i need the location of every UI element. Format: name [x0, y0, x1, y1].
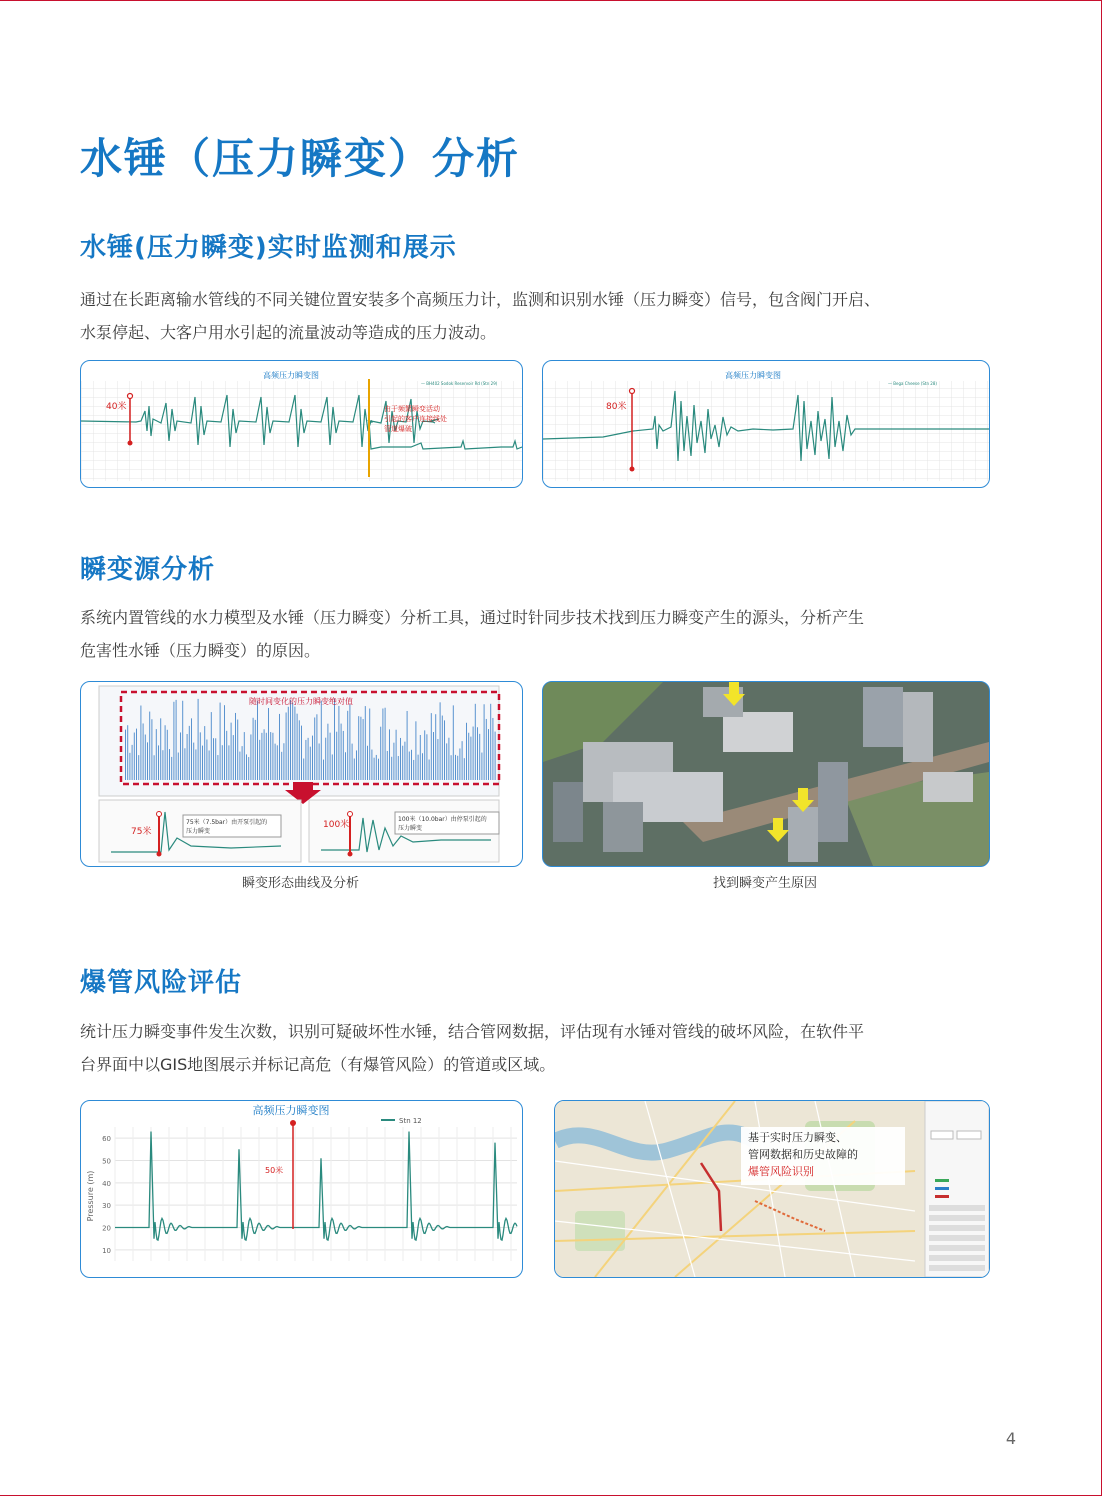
abs-value-bar: [470, 737, 471, 780]
abs-value-bar: [244, 732, 245, 780]
abs-value-bar: [222, 745, 223, 780]
abs-value-bar: [270, 732, 271, 780]
section1-para-line1: 通过在长距离输水管线的不同关键位置安装多个高频压力计，监测和识别水锤（压力瞬变）信号，包含阀门开启、: [80, 290, 881, 309]
abs-value-bar: [250, 734, 251, 780]
abs-value-bar: [380, 727, 381, 780]
abs-value-bar: [202, 746, 203, 780]
abs-value-bar: [374, 758, 375, 780]
abs-value-bar: [466, 723, 467, 780]
map-note-line1: 基于实时压力瞬变、: [748, 1131, 847, 1144]
transient-chart-left: [81, 361, 522, 487]
abs-value-bar: [217, 755, 218, 780]
abs-value-bar: [448, 738, 449, 780]
abs-value-bar: [255, 720, 256, 780]
section1-paragraph: [80, 283, 1020, 349]
abs-value-bar: [283, 743, 284, 780]
abs-value-bar: [481, 753, 482, 780]
abs-value-bar: [235, 713, 236, 780]
marker-dot-75-top: [157, 812, 162, 817]
abs-value-bar: [495, 732, 496, 780]
abs-value-bar: [248, 757, 249, 780]
abs-value-bar: [268, 708, 269, 780]
abs-value-bar: [231, 723, 232, 780]
abs-value-bar: [242, 746, 243, 780]
abs-value-bar: [371, 750, 372, 780]
abs-value-bar: [376, 755, 377, 780]
abs-value-bar: [305, 740, 306, 780]
abs-value-bar: [257, 701, 258, 780]
chart-right-legend: — Bega Cheese (Stn 28): [888, 381, 937, 386]
section1-para-line2: 水泵停起、大客户用水引起的流量波动等造成的压力波动。: [80, 323, 497, 342]
abs-value-bar: [459, 748, 460, 780]
abs-value-bar: [334, 699, 335, 780]
transient-analysis-figure: [81, 682, 522, 866]
abs-value-bar: [365, 706, 366, 780]
abs-value-bar: [156, 729, 157, 780]
abs-value-bar: [204, 726, 205, 780]
abs-value-bar: [193, 743, 194, 780]
abs-value-bar: [418, 755, 419, 780]
abs-value-bar: [246, 754, 247, 780]
abs-value-bar: [468, 733, 469, 780]
abs-value-bar: [224, 705, 225, 780]
gis-map: [555, 1101, 989, 1277]
abs-value-bar: [264, 729, 265, 780]
abs-value-bar: [136, 729, 137, 780]
abs-value-title: 随时间变化的压力瞬变绝对值: [249, 697, 353, 706]
abs-value-bar: [180, 732, 181, 780]
caption-city-aerial: 找到瞬变产生原因: [712, 876, 817, 891]
abs-value-bar: [272, 733, 273, 780]
page-number: 4: [1005, 1429, 1016, 1448]
pump-start-note-line1: 75米（7.5bar）由开泵引起的: [186, 819, 268, 826]
abs-value-bar: [415, 721, 416, 780]
abs-value-bar: [275, 744, 276, 780]
abs-value-bar: [160, 718, 161, 780]
abs-value-bar: [323, 760, 324, 780]
abs-value-bar: [292, 703, 293, 780]
abs-value-bar: [420, 735, 421, 780]
abs-value-bar: [492, 718, 493, 780]
abs-value-bar: [286, 712, 287, 780]
chart-left-title: 高频压力瞬变图: [263, 371, 319, 380]
ytick-label: 40: [102, 1179, 111, 1188]
abs-value-bar: [360, 717, 361, 780]
abs-value-bar: [127, 725, 128, 780]
abs-value-bar: [490, 704, 491, 780]
abs-value-bar: [206, 740, 207, 780]
abs-value-bar: [475, 704, 476, 780]
abs-value-bar: [442, 716, 443, 780]
abs-value-bar: [345, 752, 346, 780]
map-note-line3: 爆管风险识别: [748, 1165, 814, 1178]
abs-value-bar: [396, 730, 397, 780]
amplitude-bar-right-top-dot: [630, 389, 635, 394]
panel-gis-map: [554, 1100, 990, 1278]
abs-value-bar: [143, 723, 144, 780]
abs-value-bar: [429, 759, 430, 780]
pressure-chart-title: 高频压力瞬变图: [252, 1104, 330, 1117]
abs-value-bar: [253, 718, 254, 780]
abs-value-bar: [147, 742, 148, 780]
pump-stop-note-line1: 100米（10.0bar）由停泵引起的: [398, 816, 487, 823]
abs-value-bar: [239, 752, 240, 780]
abs-value-bar: [385, 708, 386, 780]
abs-value-bar: [310, 747, 311, 780]
section2-paragraph: [80, 601, 1020, 667]
abs-value-bar: [187, 734, 188, 780]
abs-value-bar: [431, 713, 432, 780]
abs-value-bar: [321, 701, 322, 780]
abs-value-bar: [279, 714, 280, 780]
chart-left-legend: — BH402 Sodok Reservoir Rd (Stn 29): [421, 381, 498, 386]
abs-value-bar: [178, 753, 179, 780]
abs-value-bar: [162, 750, 163, 780]
abs-value-bar: [151, 719, 152, 780]
pressure-yticks: [102, 1135, 111, 1255]
ytick-label: 50: [102, 1157, 111, 1166]
panel-transient-analysis: [80, 681, 523, 867]
abs-value-bar: [316, 714, 317, 780]
abs-value-bar: [404, 742, 405, 780]
abs-value-bar: [132, 745, 133, 780]
section1-heading: 水锤(压力瞬变)实时监测和展示: [80, 233, 457, 263]
abs-value-bar: [228, 745, 229, 780]
abs-value-bar: [341, 724, 342, 780]
abs-value-bar: [290, 700, 291, 780]
marker-75m: 75米: [131, 827, 152, 837]
abs-value-bar: [391, 757, 392, 780]
abs-value-bar: [200, 732, 201, 780]
marker-dot-100-top: [348, 812, 353, 817]
marker-dot-100-bottom: [348, 852, 353, 857]
abs-value-bar: [400, 738, 401, 780]
transient-chart-right: [543, 361, 989, 487]
abs-value-bar: [176, 700, 177, 780]
abs-value-bar: [266, 733, 267, 780]
marker-80m: 80米: [606, 402, 627, 412]
abs-value-bar: [327, 724, 328, 780]
abs-value-bar: [158, 745, 159, 780]
abs-value-bar: [213, 738, 214, 780]
marker-dot-50: [290, 1120, 296, 1126]
abs-value-bar: [140, 706, 141, 780]
abs-value-bar: [358, 716, 359, 780]
amplitude-bar-top-dot: [128, 394, 133, 399]
abs-value-bar: [398, 756, 399, 780]
section2-para-line1: 系统内置管线的水力模型及水锤（压力瞬变）分析工具，通过时针同步技术找到压力瞬变产生的源头，分析产生: [80, 608, 865, 627]
abs-value-bar: [145, 735, 146, 780]
pressure-legend: Stn 12: [399, 1117, 422, 1125]
abs-value-bar: [297, 714, 298, 780]
abs-value-bar: [294, 707, 295, 780]
abs-value-bar: [440, 702, 441, 780]
panel-transient-chart-left: [80, 360, 523, 488]
abs-value-bar: [387, 751, 388, 780]
abs-value-bar: [189, 726, 190, 780]
abs-value-bar: [332, 754, 333, 780]
abs-value-bar: [184, 748, 185, 780]
pump-stop-note-line2: 压力瞬变: [398, 825, 423, 832]
abs-value-bar: [422, 753, 423, 780]
abs-value-bar: [226, 731, 227, 780]
pressure-chart: [81, 1101, 522, 1277]
chart-right-title: 高频压力瞬变图: [725, 371, 781, 380]
chart-left-annotation-line2: 引起的客户连接线处: [384, 415, 447, 423]
abs-value-bar: [402, 746, 403, 780]
abs-value-bar: [455, 755, 456, 780]
abs-value-bar: [453, 705, 454, 780]
abs-value-bar: [129, 753, 130, 780]
abs-value-bar: [354, 758, 355, 780]
abs-value-bar: [330, 733, 331, 780]
pressure-ylabel: Pressure (m): [86, 1170, 95, 1222]
abs-value-bar: [464, 758, 465, 780]
abs-value-bar: [349, 704, 350, 780]
abs-value-bar: [389, 729, 390, 780]
abs-value-bar: [336, 732, 337, 780]
abs-value-bar: [369, 709, 370, 780]
abs-value-bar: [473, 727, 474, 780]
abs-value-bar: [343, 731, 344, 780]
abs-value-bar: [433, 732, 434, 780]
abs-value-bar: [220, 703, 221, 780]
abs-value-bar: [393, 743, 394, 780]
ytick-label: 60: [102, 1135, 111, 1144]
section2-heading: 瞬变源分析: [80, 555, 216, 585]
abs-value-bar: [435, 714, 436, 780]
abs-value-bar: [411, 750, 412, 780]
abs-value-bar: [303, 759, 304, 780]
ytick-label: 20: [102, 1224, 111, 1233]
abs-value-bar: [462, 741, 463, 780]
abs-value-bar: [446, 743, 447, 780]
abs-value-bar: [347, 711, 348, 780]
abs-value-bar: [352, 744, 353, 780]
abs-value-bar: [215, 738, 216, 780]
abs-value-bar: [314, 717, 315, 780]
abs-value-bar: [259, 740, 260, 780]
abs-value-bar: [488, 729, 489, 780]
abs-value-bar: [195, 749, 196, 780]
abs-value-bar: [413, 760, 414, 780]
page-title: 水锤（压力瞬变）分析: [80, 134, 521, 183]
abs-value-bar: [484, 704, 485, 780]
pressure-grid: [115, 1127, 517, 1261]
section3-heading: 爆管风险评估: [80, 968, 243, 998]
abs-value-bar: [211, 712, 212, 780]
panel-transient-chart-right: [542, 360, 990, 488]
ytick-label: 10: [102, 1246, 111, 1255]
chart-left-annotation-line1: 由于频繁瞬变活动: [384, 405, 440, 413]
abs-value-bar: [277, 745, 278, 780]
abs-value-bar: [134, 733, 135, 780]
caption-transient-analysis: 瞬变形态曲线及分析: [241, 876, 359, 891]
abs-value-bar: [299, 720, 300, 780]
abs-value-bar: [308, 738, 309, 780]
section3-para-line1: 统计压力瞬变事件发生次数，识别可疑破坏性水锤，结合管网数据，评估现有水锤对管线的破坏风险，在软件平: [80, 1022, 865, 1041]
abs-value-bar: [149, 712, 150, 780]
abs-value-bar: [233, 735, 234, 780]
abs-value-bar: [367, 746, 368, 780]
abs-value-bar: [182, 701, 183, 780]
abs-value-bar: [479, 734, 480, 780]
abs-value-bar: [198, 699, 199, 780]
abs-value-bar: [125, 730, 126, 780]
abs-value-bar: [457, 756, 458, 780]
abs-value-bar: [301, 726, 302, 780]
abs-value-bar: [356, 750, 357, 780]
map-note-line2: 管网数据和历史故障的: [748, 1148, 858, 1161]
abs-value-bar: [319, 743, 320, 780]
abs-value-bar: [477, 727, 478, 780]
abs-value-bar: [237, 720, 238, 780]
marker-100m: 100米: [323, 820, 350, 830]
abs-value-bar: [169, 749, 170, 780]
abs-value-bar: [424, 730, 425, 780]
abs-value-bar: [191, 718, 192, 780]
amplitude-bar-right-bottom-dot: [630, 467, 635, 472]
abs-value-bar: [409, 752, 410, 780]
abs-value-bar: [407, 711, 408, 780]
abs-value-bar: [486, 719, 487, 780]
pump-start-note-line2: 压力瞬变: [186, 828, 211, 835]
marker-50m: 50米: [265, 1166, 284, 1175]
abs-value-bar: [288, 707, 289, 780]
section3-para-line2: 台界面中以GIS地图展示并标记高危（有爆管风险）的管道或区域。: [80, 1055, 556, 1074]
abs-value-bar: [426, 734, 427, 780]
abs-value-bar: [209, 750, 210, 780]
city-aerial-image: [543, 682, 989, 866]
amplitude-bar-bottom-dot: [128, 441, 133, 446]
ytick-label: 30: [102, 1202, 111, 1211]
frame-top-line: [0, 0, 1102, 1]
abs-value-bar: [173, 702, 174, 780]
section2-para-line2: 危害性水锤（压力瞬变）的原因。: [80, 641, 321, 660]
abs-value-bar: [312, 736, 313, 780]
abs-value-bar: [382, 708, 383, 780]
abs-value-bar: [171, 757, 172, 780]
abs-value-bar: [154, 755, 155, 780]
chart-left-annotation-line3: 管道爆破: [384, 425, 412, 433]
section3-paragraph: [80, 1015, 1020, 1081]
abs-value-bar: [378, 759, 379, 780]
abs-value-bar: [261, 733, 262, 780]
marker-dot-75-bottom: [157, 852, 162, 857]
panel-city-aerial: [542, 681, 990, 867]
abs-value-bar: [325, 738, 326, 780]
abs-value-bar: [167, 730, 168, 780]
abs-value-bar: [363, 719, 364, 780]
abs-value-bar: [165, 725, 166, 780]
marker-40m: 40米: [106, 402, 127, 412]
abs-value-bar: [444, 720, 445, 780]
abs-value-bar: [138, 755, 139, 780]
abs-value-bar: [338, 706, 339, 780]
abs-value-bar: [451, 755, 452, 780]
abs-value-bar: [437, 739, 438, 780]
abs-value-bar: [281, 752, 282, 780]
panel-pressure-chart: [80, 1100, 523, 1278]
